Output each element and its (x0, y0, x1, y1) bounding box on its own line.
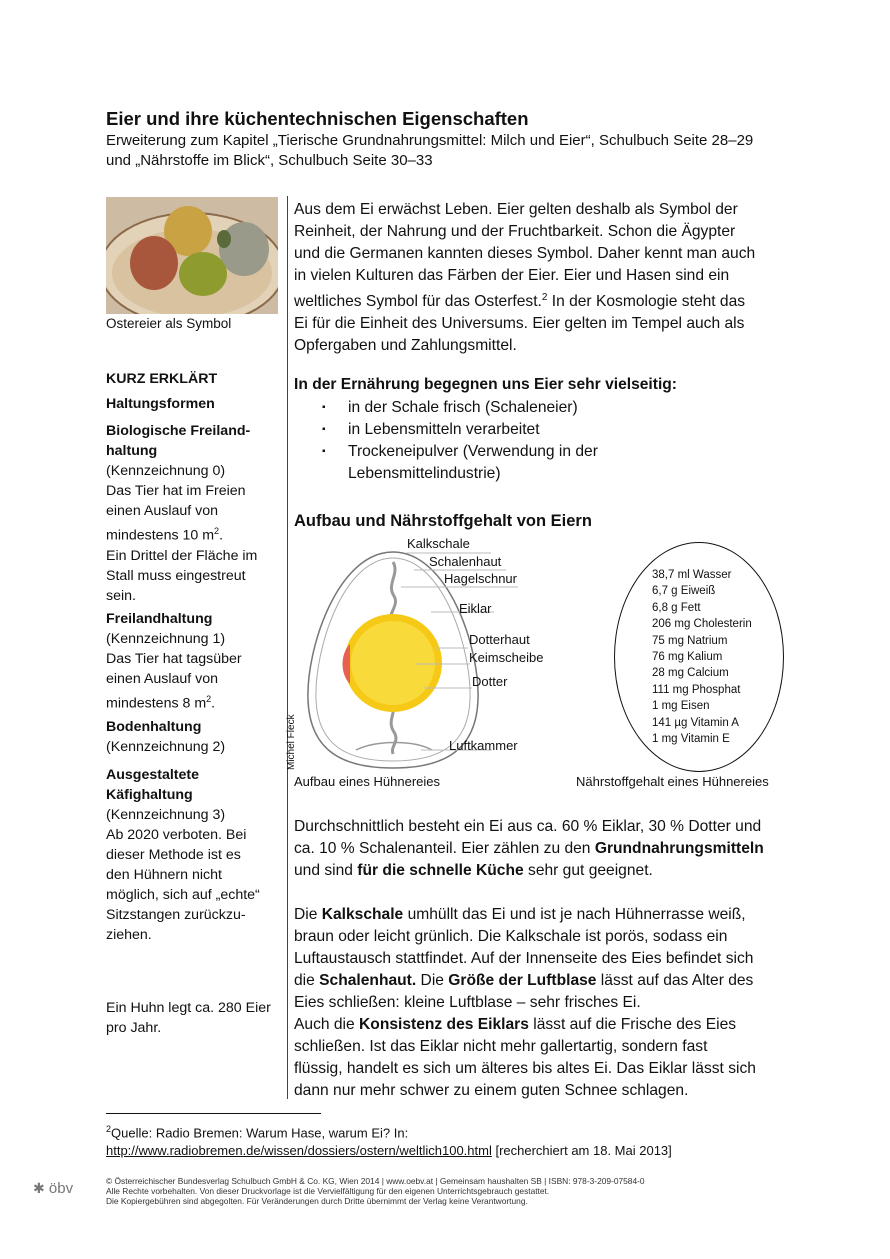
page-title: Eier und ihre küchentechnischen Eigenschaften (106, 108, 529, 129)
footnote-source: $^2$Quelle: Radio Bremen: Warum Hase, warum Ei? In: (106, 1124, 409, 1141)
body-line: flüssig, handelt es sich um älteres bis altes Ei. Das Eiklar lässt sich (294, 1060, 756, 1077)
kaefig-line: dieser Methode ist es (106, 847, 241, 863)
haltungsformen-heading: Haltungsformen (106, 396, 215, 412)
nutrient-item: 76 mg Kalium (652, 651, 723, 664)
nutrient-item: 111 mg Phosphat (652, 683, 741, 696)
nutrition-heading: In der Ernährung begegnen uns Eier sehr vielseitig: (294, 376, 677, 393)
bio-line: mindestens 10 $m^2$. (106, 526, 224, 544)
label-keimscheibe: Keimscheibe (469, 650, 544, 665)
huhn-note (106, 998, 281, 1038)
diagram-credit: Michel Fleck (286, 714, 297, 770)
body-paragraph-1 (294, 816, 794, 882)
body-line: ca. 10 % Schalenanteil. Eier zählen zu den Grundnahrungsmitteln (294, 840, 764, 857)
caption-nutrients: Nährstoffgehalt eines Hühnereies (576, 774, 769, 789)
freiland-line: einen Auslauf von (106, 671, 219, 687)
intro-line: Opfergaben und Zahlungsmittel. (294, 337, 517, 355)
freiland-line: mindestens 8 $m^2$. (106, 694, 216, 712)
intro-paragraph (294, 199, 794, 357)
label-luftkammer: Luftkammer (449, 738, 518, 753)
nutrient-item: 6,8 g Fett (652, 601, 701, 614)
nutrient-item: 1 mg Vitamin E (652, 733, 730, 746)
intro-line: und die Germanen kannten dieses Symbol. Daher kennt man auch (294, 245, 756, 262)
intro-line: Reinheit, der Nahrung und der Fruchtbarkeit. Schon die Ägypter (294, 223, 736, 240)
freiland-line: (Kennzeichnung 1) (106, 631, 226, 647)
huhn-line: pro Jahr. (106, 1020, 162, 1036)
kurz-erklaert-heading: KURZ ERKLÄRT (106, 371, 218, 387)
bio-line: einen Auslauf von (106, 503, 219, 519)
boden-line: (Kennzeichnung 2) (106, 739, 226, 755)
nutrient-item: 206 mg Cholesterin (652, 618, 752, 631)
nutrient-item: 1 mg Eisen (652, 700, 710, 713)
label-eiklar: Eiklar (459, 601, 492, 616)
bio-line: sein. (106, 587, 136, 604)
label-hagelschnur: Hagelschnur (444, 571, 517, 586)
subtitle-line-1: Erweiterung zum Kapitel „Tierische Grundnahrungsmittel: Milch und Eier“, Schulbuch Seite 28–29 (106, 132, 754, 149)
bio-heading-1: Biologische Freiland- (106, 423, 251, 439)
body-line: Luftaustausch stattfindet. Auf der Innenseite des Eies befindet sich (294, 950, 754, 967)
footnote-ref: 2 (541, 292, 548, 303)
nutrient-item: 75 mg Natrium (652, 634, 728, 647)
freiland-section (106, 609, 281, 714)
list-item: ▪ in Lebensmitteln verarbeitet (322, 421, 540, 438)
body-line: braun oder leicht grünlich. Die Kalkschale ist porös, sodass ein (294, 928, 728, 945)
body-line: und sind für die schnelle Küche sehr gut geeignet. (294, 862, 653, 879)
body-line: Eies schließen: kleine Luftblase – sehr frisches Ei. (294, 994, 641, 1011)
footnote-link-line: http://www.radiobremen.de/wissen/dossiers/ostern/weltlich100.html [recherchiert am 18. Mai 2013] (106, 1143, 672, 1158)
bio-line: Ein Drittel der Fläche im (106, 547, 258, 564)
body-line: Die Kalkschale umhüllt das Ei und ist je nach Hühnerrasse weiß, (294, 906, 746, 923)
logo-star-icon: ✱ (33, 1180, 45, 1196)
freiland-line: Das Tier hat tagsüber (106, 651, 242, 667)
bio-freiland-section (106, 421, 281, 606)
photo-credit: Maria Schuh (87, 249, 97, 300)
intro-line: weltliches Symbol für das Osterfest.$^2$ In der Kosmologie steht das (294, 292, 746, 311)
freiland-heading: Freilandhaltung (106, 611, 213, 627)
kaefig-line: Ab 2020 verboten. Bei (106, 827, 247, 843)
nutrient-item: 28 mg Calcium (652, 667, 729, 680)
caption-egg-structure: Aufbau eines Hühnereies (294, 774, 440, 789)
boden-section (106, 717, 281, 757)
bio-heading-2: haltung (106, 443, 158, 459)
easter-eggs-photo (106, 197, 278, 314)
body-line: Durchschnittlich besteht ein Ei aus ca. 60 % Eiklar, 30 % Dotter und (294, 818, 762, 835)
nutrition-bullet-list (322, 397, 802, 485)
bio-line: Stall muss eingestreut (106, 567, 246, 584)
kaefig-line: Sitzstangen zurückzu- (106, 907, 246, 923)
footnote-link[interactable]: http://www.radiobremen.de/wissen/dossiers/ostern/weltlich100.html (106, 1143, 492, 1158)
nutrient-list (652, 567, 752, 747)
kaefig-heading-2: Käfighaltung (106, 787, 193, 803)
photo-caption: Ostereier als Symbol (106, 316, 232, 331)
kaefig-line: (Kennzeichnung 3) (106, 807, 226, 823)
subtitle-line-2: und „Nährstoffe im Blick“, Schulbuch Seite 30–33 (106, 152, 433, 169)
kaefig-section (106, 765, 281, 945)
nutrient-item: 38,7 ml Wasser (652, 569, 732, 581)
body-line: die Schalenhaut. Die Größe der Luftblase lässt auf das Alter des (294, 972, 754, 989)
footnote-rule (106, 1113, 321, 1114)
list-item: ▪ in der Schale frisch (Schaleneier) (322, 399, 578, 416)
structure-heading: Aufbau und Nährstoffgehalt von Eiern (294, 512, 592, 530)
label-kalkschale: Kalkschale (407, 536, 470, 551)
intro-line: in vielen Kulturen das Färben der Eier. Eier und Hasen sind ein (294, 267, 730, 284)
intro-line: Ei für die Einheit des Universums. Eier gelten im Tempel auch als (294, 315, 745, 333)
huhn-line: Ein Huhn legt ca. 280 Eier (106, 1000, 271, 1016)
oebv-logo: ✱ öbv (33, 1180, 74, 1197)
list-item: ▪ Trockeneipulver (Verwendung in der Lebensmittelindustrie) (322, 443, 598, 482)
bio-line: Das Tier hat im Freien (106, 483, 246, 499)
body-paragraph-2 (294, 904, 794, 1102)
kaefig-line: möglich, sich auf „echte“ (106, 887, 260, 903)
body-line: Auch die Konsistenz des Eiklars lässt auf die Frische des Eies (294, 1016, 737, 1033)
intro-line: Aus dem Ei erwächst Leben. Eier gelten deshalb als Symbol der (294, 201, 738, 218)
label-dotterhaut: Dotterhaut (469, 632, 530, 647)
body-line: dann nur mehr schwer zu einem guten Schnee schlagen. (294, 1082, 689, 1099)
bio-line: (Kennzeichnung 0) (106, 463, 226, 479)
label-dotter: Dotter (472, 674, 508, 689)
nutrient-item: 141 µg Vitamin A (652, 716, 739, 729)
legal-line-3: Die Kopiergebühren sind abgegolten. Für Veränderungen durch Dritte übernimmt der Verlag keine Verantwortung. (106, 1196, 528, 1206)
kaefig-heading-1: Ausgestaltete (106, 767, 200, 783)
legal-line-1: © Österreichischer Bundesverlag Schulbuch GmbH & Co. KG, Wien 2014 | www.oebv.at | Gemeinsam haushalten SB | ISBN: 978-3-209-07584-0 (106, 1176, 645, 1186)
body-line: schließen. Ist das Eiklar nicht mehr gallertartig, sondern fast (294, 1038, 708, 1055)
kaefig-line: den Hühnern nicht (106, 867, 222, 883)
label-schalenhaut: Schalenhaut (429, 554, 502, 569)
kaefig-line: ziehen. (106, 927, 152, 943)
boden-heading: Bodenhaltung (106, 719, 202, 735)
column-divider (287, 196, 288, 1099)
legal-line-2: Alle Rechte vorbehalten. Von dieser Druckvorlage ist die Vervielfältigung für den eigenen Unterrichtsgebrauch gestattet. (106, 1186, 550, 1196)
nutrient-item: 6,7 g Eiweiß (652, 585, 716, 598)
